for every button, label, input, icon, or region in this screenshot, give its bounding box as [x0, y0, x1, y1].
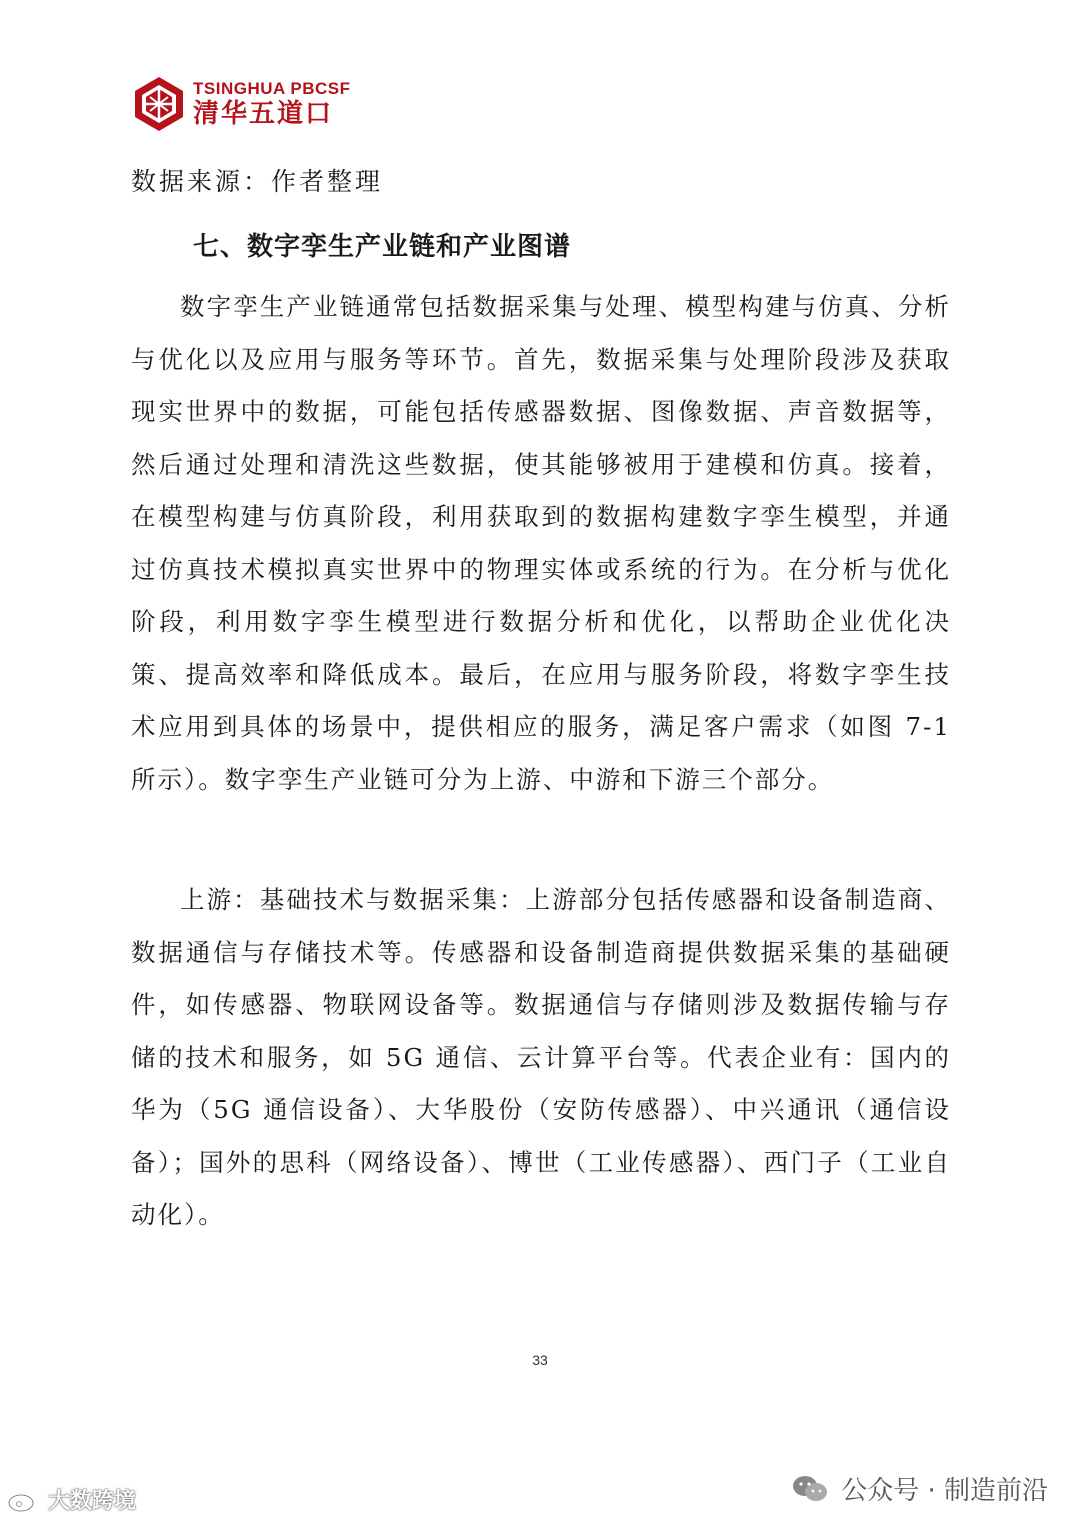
wechat-watermark-text: 公众号 · 制造前沿 — [841, 1476, 1048, 1506]
paragraph-overview: 数字孪生产业链通常包括数据采集与处理、模型构建与仿真、分析与优化以及应用与服务等环节。首先，数据采集与处理阶段涉及获取现实世界中的数据，可能包括传感器数据、图像数据、声音数据等，然后通过处理和清洗这些数据，使其能够被用于建模和仿真。接着，在模型构建与仿真阶段，利用获取到的数据构建数字孪生模型，并通过仿真技术模拟真实世界中的物理实体或系统的行为。在分析与优化阶段，利用数字孪生模型进行数据分析和优化，以帮助企业优化决策、提高效率和降低成本。最后，在应用与服务阶段，将数字孪生技术应用到具体的场景中，提供相应的服务，满足客户需求（如图 7-1 所示）。数字孪生产业链可分为上游、中游和下游三个部分。 — [131, 292, 951, 794]
wechat-watermark — [791, 1470, 1048, 1507]
header-logo — [133, 74, 351, 134]
section-heading: 七、数字孪生产业链和产业图谱 — [193, 232, 572, 262]
weibo-watermark — [6, 1484, 136, 1515]
tsinghua-logo-icon — [133, 75, 185, 133]
data-source-note: 数据来源：作者整理 — [131, 167, 384, 196]
weibo-watermark-text: 大数跨境 — [48, 1489, 137, 1514]
paragraph-upstream: 上游：基础技术与数据采集：上游部分包括传感器和设备制造商、数据通信与存储技术等。传感器和设备制造商提供数据采集的基础硬件，如传感器、物联网设备等。数据通信与存储则涉及数据传输与存储的技术和服务，如 5G 通信、云计算平台等。代表企业有：国内的华为（5G 通信设备）、大华股份（安防传感器）、中兴通讯（通信设备）；国外的思科（网络设备）、博世（工业传感器）、西门子（工业自动化）。 — [131, 885, 951, 1229]
weibo-icon — [6, 1486, 44, 1514]
logo-chinese: 清华五道口 — [193, 99, 334, 129]
logo-english: TSINGHUA PBCSF — [193, 79, 351, 98]
page-number: 33 — [532, 1352, 548, 1368]
wechat-icon — [791, 1473, 829, 1505]
